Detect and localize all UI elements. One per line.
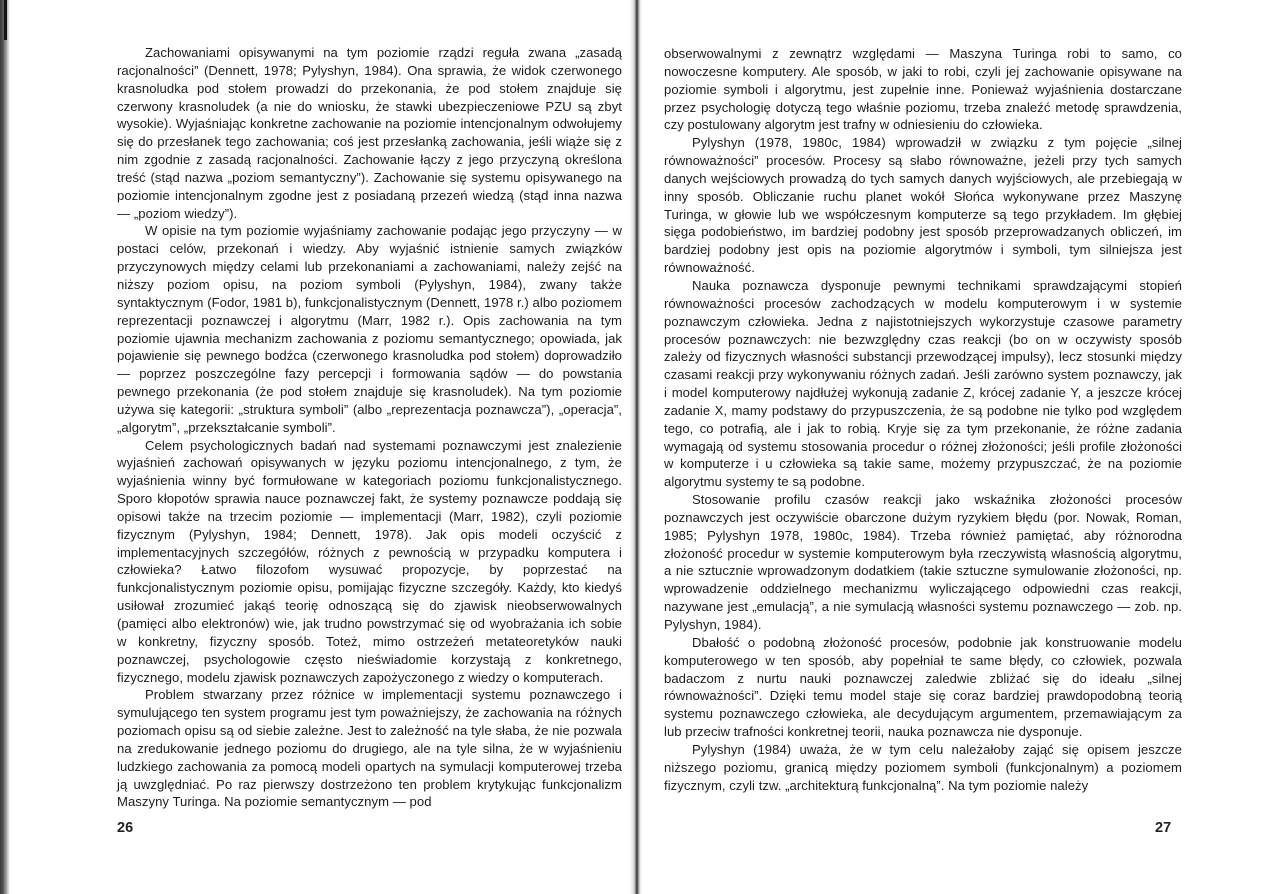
paragraph: obserwowalnymi z zewnątrz względami — Maszyna Turinga robi to samo, co nowoczesne komputery. Ale sposób, w jaki to robi, czyli jej zachowanie opisywane na poziomie symboli i algorytmu, jest zupełnie inne. Ponieważ wyjaśnienia dostarczane przez psychologię dotyczą tego właśnie poziomu, trzeba znaleźć metodę sprawdzenia, czy postulowany algorytm jest trafny w odniesieniu do człowieka. xyxy=(664,46,1182,133)
right-page xyxy=(636,0,1262,894)
right-page-text xyxy=(664,45,1182,794)
paragraph: Stosowanie profilu czasów reakcji jako wskaźnika złożoności procesów poznawczych jest oczywiście obarczone dużym ryzykiem błędu (por. Nowak, Roman, 1985; Pylyshyn 1978, 1980c, 1984). Trzeba również pamiętać, aby różnorodna złożoność procedur w systemie komputerowym była rzeczywistą własnością algorytmu, a nie sztucznie wprowadzonym dodatkiem (takie sztuczne symulowanie złożoności, np. wprowadzenie oddzielnego mechanizmu wyliczającego odpowiedni czas reakcji, nazywane jest „emulacją”, a nie symulacją własności systemu poznawczego — zob. np. Pylyshyn, 1984). xyxy=(664,492,1182,632)
page-number-left: 26 xyxy=(117,820,134,836)
paragraph: Dbałość o podobną złożoność procesów, podobnie jak konstruowanie modelu komputerowego w ten sposób, aby popełniał te same błędy, co człowiek, pozwala badaczom z nurtu nauki poznawczej zaledwie zbliżać się do ideału „silnej równoważności”. Dzięki temu model staje się coraz bardziej prawdopodobną teorią systemu poznawczego człowieka, ale decydującym argumentem, przemawiającym za lub przeciw trafności konkretnej teorii, nauka poznawcza nie dysponuje. xyxy=(664,634,1182,740)
paragraph: Nauka poznawcza dysponuje pewnymi technikami sprawdzającymi stopień równoważności procesów zachodzących w modelu komputerowym i w systemie poznawczym człowieka. Jedna z najistotniejszych wykorzystuje czasowe parametry procesów poznawczych: nie bezwzględny czas reakcji (bo on w oczywisty sposób zależy od fizycznych własności substancji przewodzącej impulsy), lecz stosunki między czasami reakcji przy wykonywaniu różnych zadań. Jeśli zarówno system poznawczy, jak i model komputerowy najdłużej wykonują zadanie Z, krócej zadanie Y, a jeszcze krócej zadanie X, mamy podstawy do przypuszczenia, że są podobne nie tylko pod względem tego, co potrafią, ale i jak to robią. Kryje się za tym przekonanie, że różne zadania wymagają od systemu stosowania procedur o różnej złożoności; jeśli profile złożoności w komputerze i u człowieka są takie same, możemy przypuszczać, że na poziomie algorytmu systemy te są podobne. xyxy=(664,277,1182,490)
page-number-right: 27 xyxy=(1155,820,1172,836)
paragraph: Pylyshyn (1978, 1980c, 1984) wprowadził w związku z tym pojęcie „silnej równoważności” procesów. Procesy są słabo równoważne, jeżeli przy tych samych danych wejściowych prowadzą do tych samych danych wyjściowych, ale przebiegają w inny sposób. Obliczanie ruchu planet wokół Słońca wykonywane przez Maszynę Turinga, w głowie lub we współczesnym komputerze są tego przykładem. Im głębiej sięga podobieństwo, im bardziej podobny jest sposób przeprowadzanych obliczeń, im bardziej podobny jest opis na poziomie algorytmów i symboli, tym silniejsza jest równoważność. xyxy=(664,135,1182,276)
paragraph: W opisie na tym poziomie wyjaśniamy zachowanie podając jego przyczyny — w postaci celów, przekonań i wiedzy. Aby wyjaśnić istnienie samych związków przyczynowych między celami lub przekonaniami a zachowaniami, należy zejść na niższy poziom opisu, na poziom symboli (Pylyshyn, 1984), zwany także syntaktycznym (Fodor, 1981 b), funkcjonalistycznym (Dennett, 1978 r.) albo poziomem reprezentacji poznawczej i algorytmu (Marr, 1982 r.). Opis zachowania na tym poziomie ujawnia mechanizm zachowania z poziomu semantycznego; opowiada, jak pojawienie się pewnego bodźca (czerwonego krasnoludka pod stołem) doprowadziło — poprzez poszczególne fazy percepcji i formowania sądów — do powstania pewnego przekonania (że pod stołem znajduje się krasnoludek). Na tym poziomie używa się kategorii: „struktura symboli” (albo „reprezentacja poznawcza”), „operacja”, „algorytm”, „przekształcanie symboli”. xyxy=(117,223,622,435)
paragraph: Celem psychologicznych badań nad systemami poznawczymi jest znalezienie wyjaśnień zachowań opisywanych w języku poziomu intencjonalnego, z tym, że wyjaśnienia winny być formułowane w kategoriach poziomu funkcjonalistycznego. Sporo kłopotów sprawia nauce poznawczej fakt, że systemy poznawcze poddają się opisowi także na trzecim poziomie — implementacji (Marr, 1982), czyli poziomie fizycznym (Pylyshyn, 1984; Dennett, 1978). Jak opis modeli oczyścić z implementacyjnych szczegółów, różnych z pewnością w przypadku komputera i człowieka? Łatwo filozofom wysuwać propozycje, by poprzestać na funkcjonalistycznym poziomie opisu, pomijając fizyczne szczegóły. Każdy, kto kiedyś usiłował zrozumieć jakąś teorię odnoszącą się do zjawisk nieobserwowalnych (pamięci albo elektronów) wie, jak trudno powstrzymać się od wyobrażania ich sobie w konkretny, fizyczny sposób. Toteż, mimo ostrzeżeń metateoretyków nauki poznawczej, psychologowie często nieświadomie korzystają z konkretnego, fizycznego, modelu zjawisk poznawczych zapożyczonego z wiedzy o komputerach. xyxy=(117,437,622,685)
paragraph: Zachowaniami opisywanymi na tym poziomie rządzi reguła zwana „zasadą racjonalności” (Dennett, 1978; Pylyshyn, 1984). Ona sprawia, że widok czerwonego krasnoludka pod stołem prowadzi do przekonania, że pod stołem znajduje się czerwony krasnoludek (a nie do wniosku, że stawki ubezpieczeniowe PZU są zbyt wysokie). Wyjaśniając konkretne zachowanie na poziomie intencjonalnym odwołujemy się do przesłanek tego zachowania; coś jest przesłanką zachowania, jeśli wiąże się z nim zgodnie z zasadą racjonalności. Zachowanie łączy z jego przyczyną określona treść (stąd nazwa „poziom semantyczny”). Zachowanie się systemu opisywanego na poziomie intencjonalnym zgodne jest z posiadaną przezeń wiedzą (stąd inna nazwa — „poziom wiedzy”). xyxy=(117,45,622,221)
left-page-text xyxy=(117,44,622,811)
paragraph: Pylyshyn (1984) uważa, że w tym celu należałoby zająć się opisem jeszcze niższego poziomu, granicą między poziomem symboli (funkcjonalnym) a poziomem fizycznym, czyli tzw. „architekturą funkcjonalną”. Na tym poziomie należy xyxy=(664,741,1182,793)
paragraph: Problem stwarzany przez różnice w implementacji systemu poznawczego i symulującego ten system programu jest tym poważniejszy, że zachowania na różnych poziomach opisu są od siebie zależne. Jest to zależność na tyle słaba, że nie pozwala na zredukowanie jednego poziomu do drugiego, ale na tyle silna, że w wyjaśnieniu ludzkiego zachowania za pomocą modeli opartych na symulacji komputerowej trzeba ją uwzględniać. Po raz pierwszy dostrzeżono ten problem krytykując funkcjonalizm Maszyny Turinga. Na poziomie semantycznym — pod xyxy=(117,687,622,810)
